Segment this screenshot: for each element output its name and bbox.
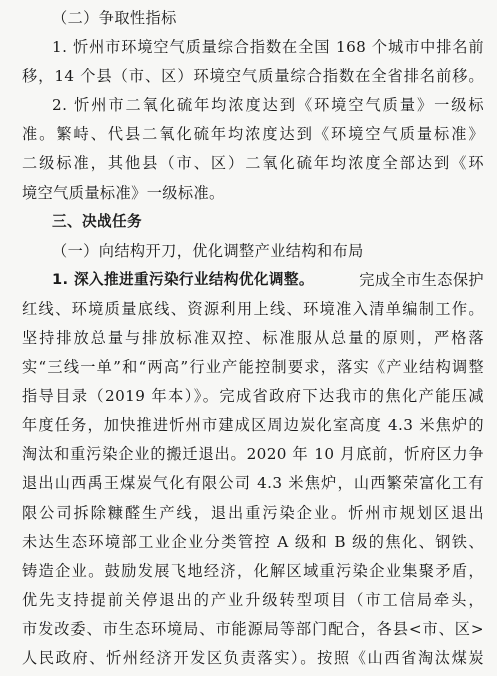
sub-heading-indicators: （二）争取性指标 bbox=[52, 9, 177, 27]
paragraph-line: 坚持排放总量与排放标准双控、标准服从总量的原则，严格落 bbox=[22, 329, 484, 347]
paragraph-line: 退出山西禹王煤炭气化有限公司 4.3 米焦炉，山西繁荣富化工有 bbox=[22, 474, 484, 492]
paragraph-line: 指导目录（2019 年本）》。完成省政府下达我市的焦化产能压减 bbox=[22, 387, 484, 405]
paragraph-line: 市发改委、市生态环境局、市能源局等部门配合，各县<市、区> bbox=[22, 620, 484, 638]
paragraph-line: 境空气质量标准》一级标准。 bbox=[22, 184, 225, 202]
paragraph-line: 淘汰和重污染企业的搬迁退出。2020 年 10 月底前，忻府区力争 bbox=[22, 445, 484, 463]
paragraph-line: 移，14 个县（市、区）环境空气质量综合指数在全省排名前移。 bbox=[22, 67, 484, 85]
paragraph-line: 人民政府、忻州经济开发区负责落实）。按照《山西省淘汰煤炭 bbox=[22, 649, 484, 667]
section-heading: 三、决战任务 bbox=[52, 213, 142, 230]
paragraph-line: 二级标准，其他县（市、区）二氧化硫年均浓度全部达到《环 bbox=[22, 154, 484, 172]
paragraph-line: 红线、环境质量底线、资源利用上线、环境准入清单编制工作。 bbox=[22, 300, 484, 318]
paragraph-line: 实“三线一单”和“两高”行业产能控制要求，落实《产业结构调整 bbox=[22, 358, 484, 376]
paragraph-line: 2. 忻州市二氧化硫年均浓度达到《环境空气质量》一级标 bbox=[52, 96, 484, 114]
item-heading-bold: 1. 深入推进重污染行业结构优化调整。 bbox=[52, 271, 314, 288]
paragraph-line: 铸造企业。鼓励发展飞地经济，化解区域重污染企业集聚矛盾， bbox=[22, 562, 484, 580]
item-heading-line bbox=[52, 270, 484, 290]
paragraph-line: 年度任务，加快推进忻州市建成区周边炭化室高度 4.3 米焦炉的 bbox=[22, 416, 484, 434]
sub-heading-structure: （一）向结构开刀，优化调整产业结构和布局 bbox=[52, 242, 364, 260]
paragraph-line: 1. 忻州市环境空气质量综合指数在全国 168 个城市中排名前 bbox=[52, 38, 484, 56]
paragraph-line: 准。繁峙、代县二氧化硫年均浓度达到《环境空气质量标准》 bbox=[22, 125, 484, 143]
item-heading-rest: 完成全市生态保护 bbox=[359, 271, 484, 289]
paragraph-line: 优先支持提前关停退出的产业升级转型项目（市工信局牵头， bbox=[22, 591, 484, 609]
paragraph-line: 未达生态环境部工业企业分类管控 A 级和 B 级的焦化、钢铁、 bbox=[22, 533, 484, 551]
paragraph-line: 限公司拆除糠醛生产线，退出重污染企业。忻州市规划区退出 bbox=[22, 504, 484, 522]
